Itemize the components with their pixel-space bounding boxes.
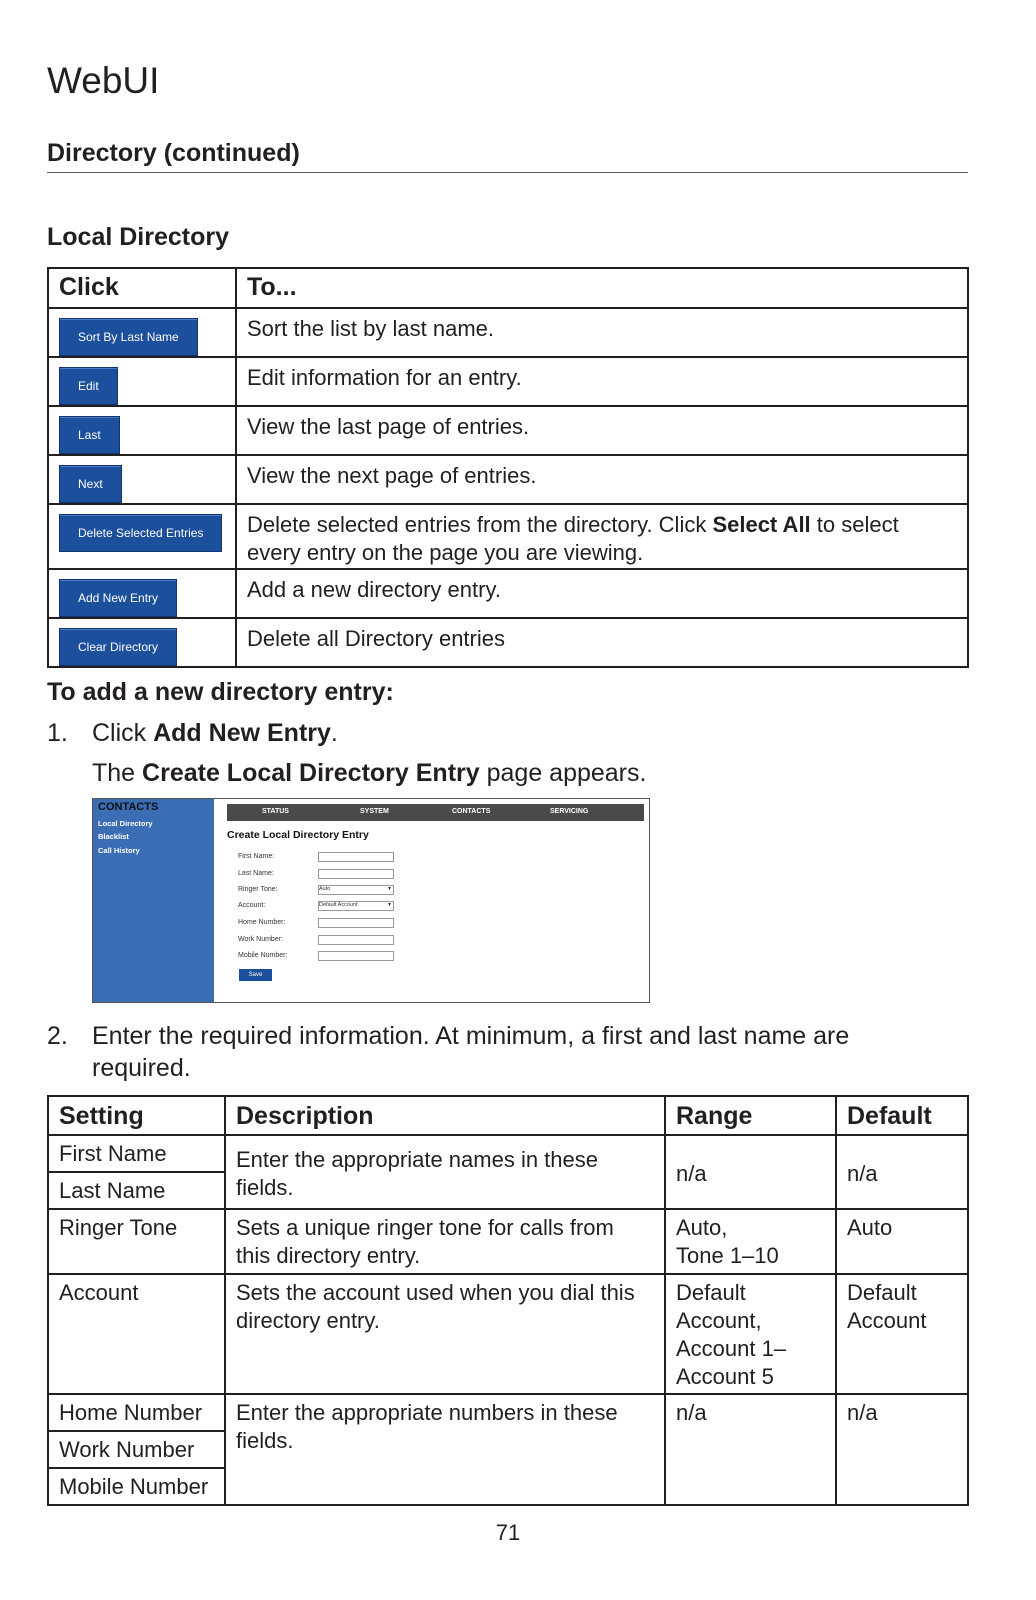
form-title: Create Local Directory Entry [227,829,369,841]
tab-contacts[interactable]: CONTACTS [452,808,491,815]
next-button[interactable]: Next [59,465,122,503]
names-description: Enter the appropriate names in these fields. [225,1135,665,1209]
column-header-description: Description [225,1096,665,1135]
names-default: n/a [836,1135,968,1209]
ringer-tone-select[interactable]: Auto ▾ [318,885,394,895]
field-label: Home Number: [238,919,286,926]
setting-last-name: Last Name [48,1172,225,1209]
numbers-range: n/a [665,1394,836,1505]
field-label: Mobile Number: [238,952,288,959]
row-description: Delete selected entries from the directory. Click Select All to select every entry on the page you are viewing. [236,504,968,569]
account-description: Sets the account used when you dial this directory entry. [225,1274,665,1394]
section-heading: Directory (continued) [47,139,968,173]
sidebar [93,799,214,1002]
field-label: Ringer Tone: [238,886,278,893]
last-button[interactable]: Last [59,416,120,454]
tab-servicing[interactable]: SERVICING [550,808,589,815]
column-header-click: Click [48,268,236,308]
sort-by-last-name-button[interactable]: Sort By Last Name [59,318,198,356]
last-name-field[interactable] [318,869,394,879]
account-select[interactable]: Default Account ▾ [318,901,394,911]
page-title: WebUI [47,60,160,101]
edit-button[interactable]: Edit [59,367,118,405]
sidebar-heading: CONTACTS [98,801,159,813]
sidebar-item-blacklist[interactable]: Blacklist [98,832,129,841]
account-range: Default Account, Account 1– Account 5 [665,1274,836,1394]
sidebar-item-local-directory[interactable]: Local Directory [98,819,153,828]
field-label: Account: [238,902,266,909]
mobile-number-field[interactable] [318,951,394,961]
column-header-range: Range [665,1096,836,1135]
step-1-note: The Create Local Directory Entry page appears. [92,759,647,787]
column-header-to: To... [236,268,968,308]
account-default: Default Account [836,1274,968,1394]
row-description: Add a new directory entry. [236,569,968,618]
row-description: View the last page of entries. [236,406,968,455]
row-description: Sort the list by last name. [236,308,968,357]
step-2: 2. Enter the required information. At minimum, a first and last name are required. [47,1022,850,1082]
setting-work-number: Work Number [48,1431,225,1468]
save-button[interactable]: Save [239,969,272,981]
clear-directory-button[interactable]: Clear Directory [59,628,177,666]
numbers-default: n/a [836,1394,968,1505]
numbers-description: Enter the appropriate numbers in these fields. [225,1394,665,1505]
column-header-default: Default [836,1096,968,1135]
step-1: 1. Click Add New Entry. [47,719,338,747]
tab-system[interactable]: SYSTEM [360,808,389,815]
setting-ringer-tone: Ringer Tone [48,1209,225,1274]
local-directory-table [47,267,969,668]
field-label: Work Number: [238,936,283,943]
setting-account: Account [48,1274,225,1394]
field-label: Last Name: [238,870,274,877]
ringer-description: Sets a unique ringer tone for calls from this directory entry. [225,1209,665,1274]
page-number: 71 [495,1520,521,1545]
procedure-heading: To add a new directory entry: [47,678,394,706]
local-directory-heading: Local Directory [47,223,230,251]
home-number-field[interactable] [318,918,394,928]
row-description: View the next page of entries. [236,455,968,504]
sidebar-item-call-history[interactable]: Call History [98,846,140,855]
add-new-entry-button[interactable]: Add New Entry [59,579,177,617]
names-range: n/a [665,1135,836,1209]
create-entry-screenshot [92,798,650,1003]
setting-first-name: First Name [48,1135,225,1172]
tab-status[interactable]: STATUS [262,808,289,815]
setting-mobile-number: Mobile Number [48,1468,225,1505]
row-description: Edit information for an entry. [236,357,968,406]
settings-table [47,1095,969,1506]
column-header-setting: Setting [48,1096,225,1135]
top-nav [227,804,644,821]
row-description: Delete all Directory entries [236,618,968,667]
first-name-field[interactable] [318,852,394,862]
ringer-default: Auto [836,1209,968,1274]
ringer-range: Auto, Tone 1–10 [665,1209,836,1274]
field-label: First Name: [238,853,275,860]
work-number-field[interactable] [318,935,394,945]
delete-selected-entries-button[interactable]: Delete Selected Entries [59,514,222,552]
setting-home-number: Home Number [48,1394,225,1431]
